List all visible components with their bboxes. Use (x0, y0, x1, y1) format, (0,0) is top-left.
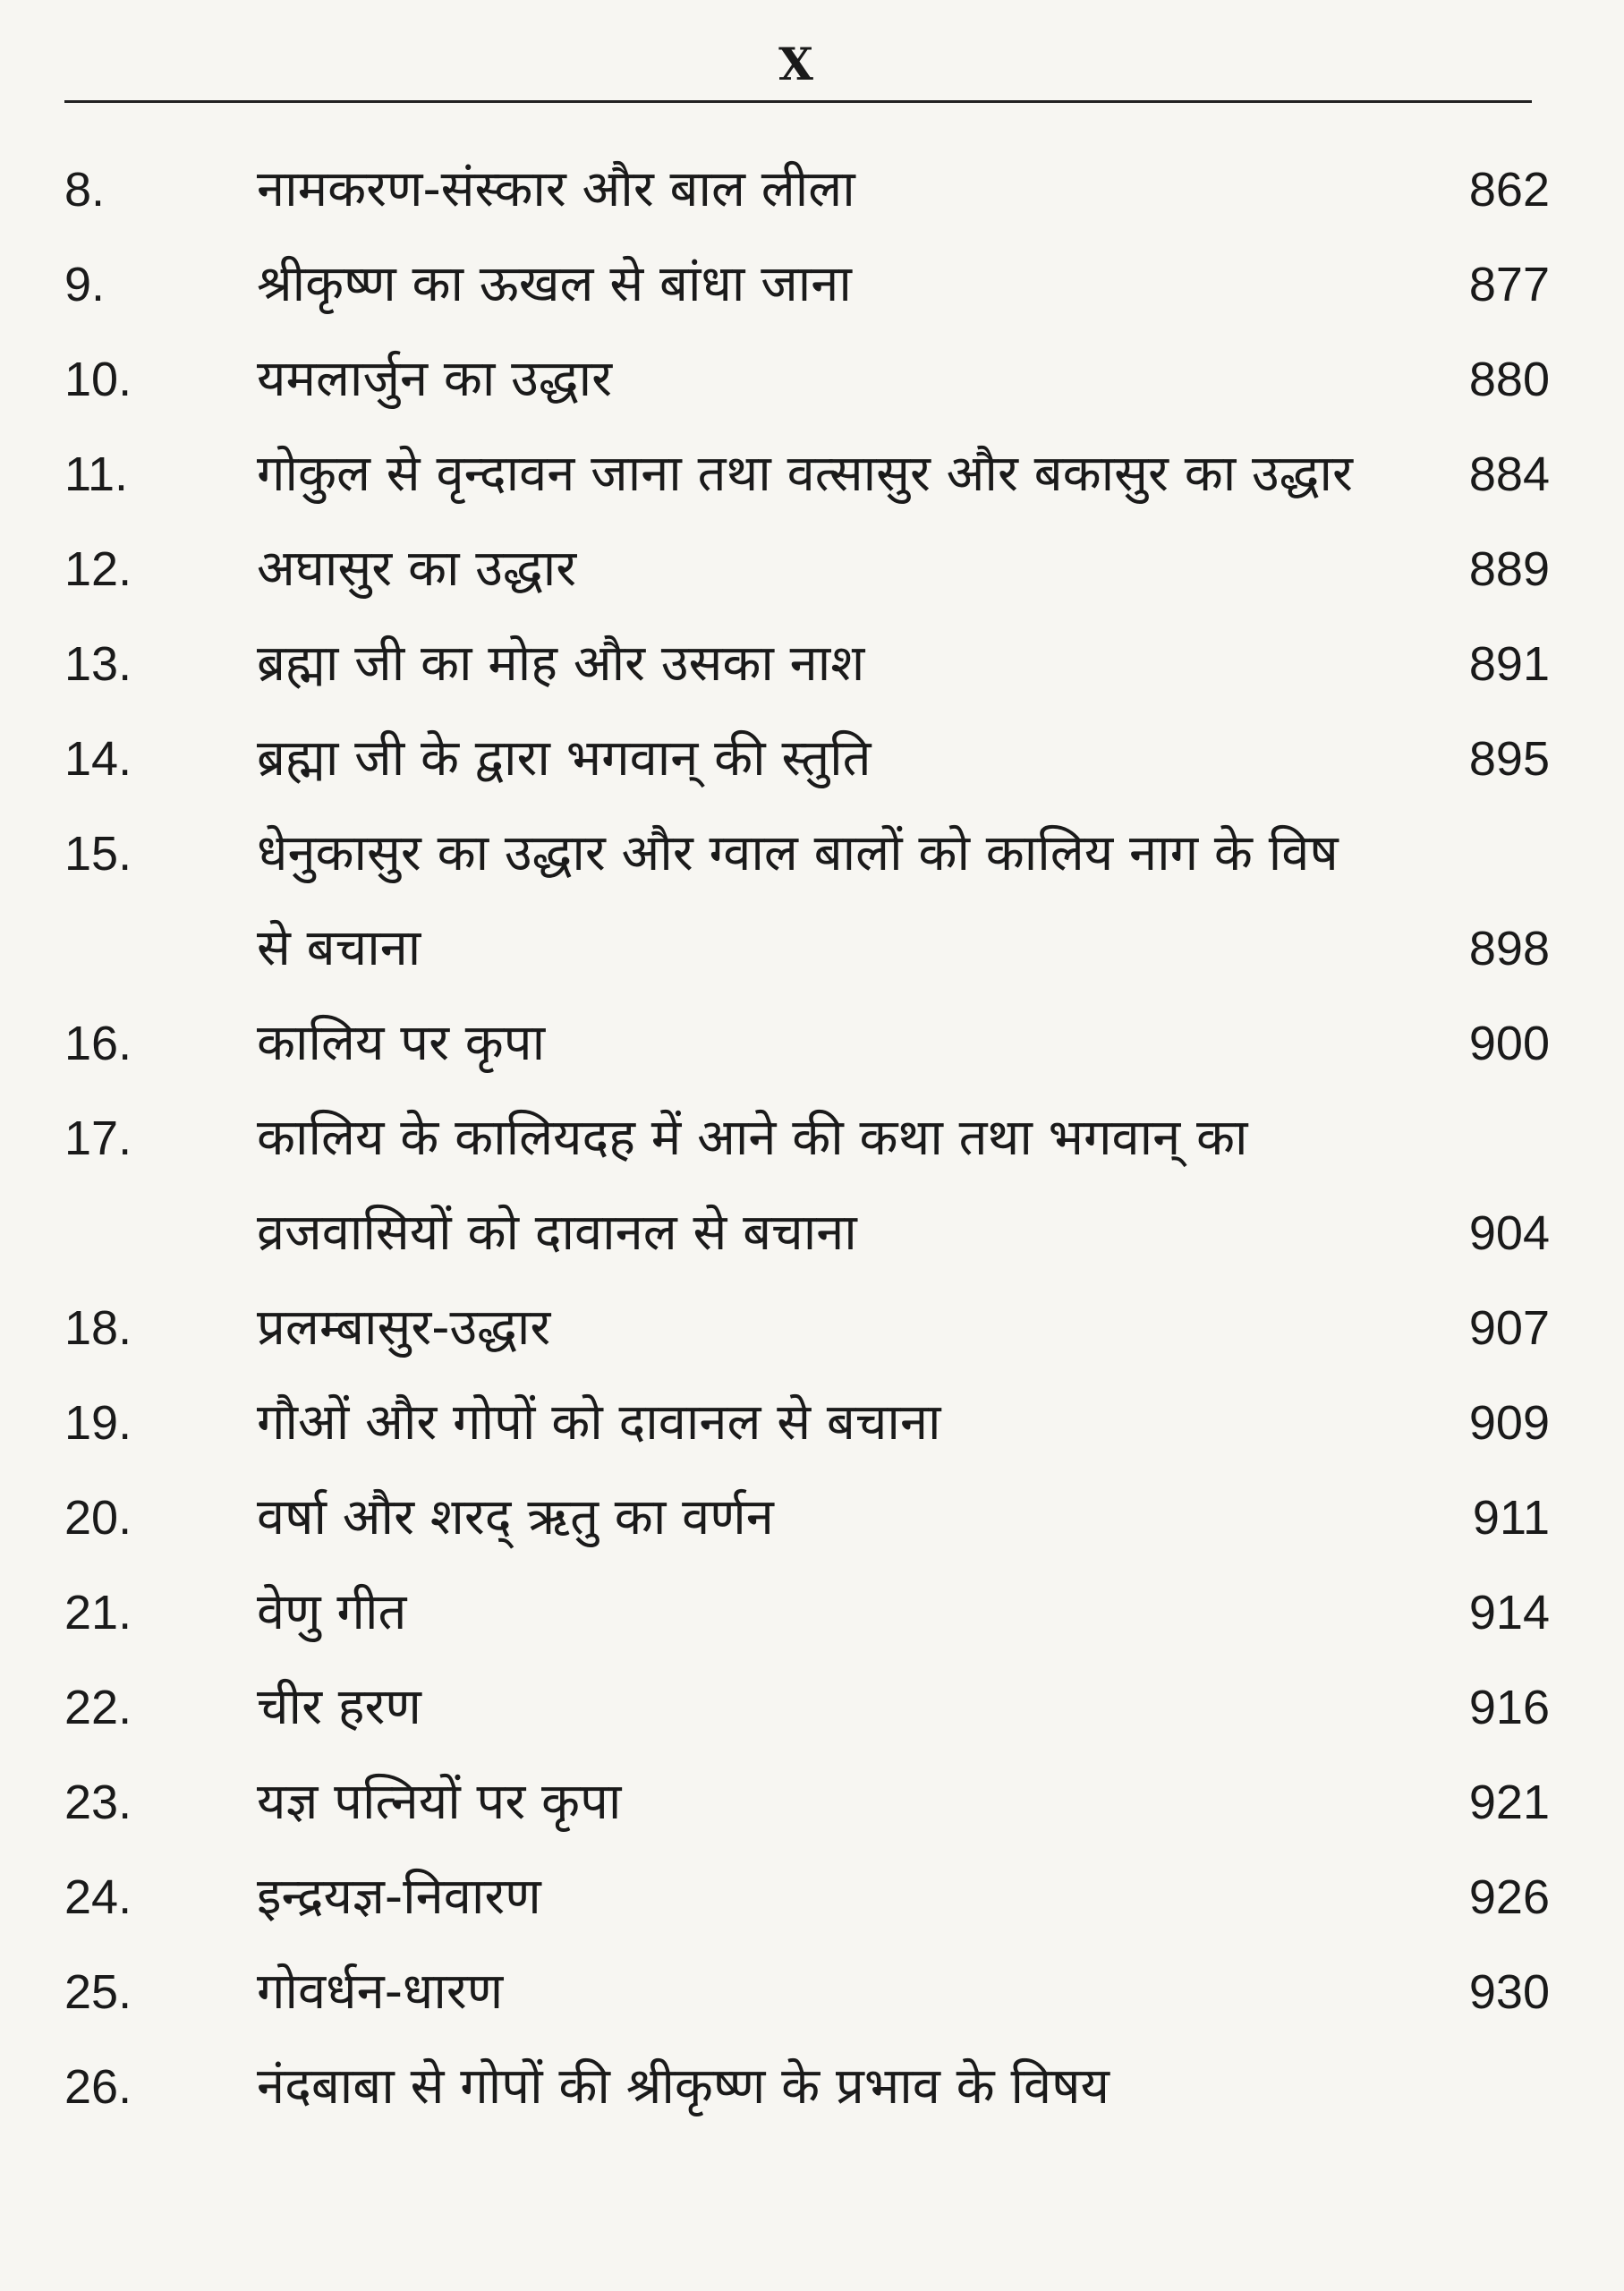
entry-number: 13. (64, 637, 132, 691)
entry-number: 10. (64, 353, 132, 406)
entry-page: 891 (1468, 637, 1550, 691)
entry-title: नामकरण-संस्कार और बाल लीला (257, 160, 855, 218)
entry-title: ब्रह्मा जी का मोह और उसका नाश (257, 634, 865, 693)
entry-title: श्रीकृष्ण का ऊखल से बांधा जाना (257, 255, 852, 313)
toc-entry (64, 1860, 1550, 1935)
entry-title: कालिय के कालियदह में आने की कथा तथा भगवान् का व्रजवासियों को दावानल से बचाना (257, 1109, 1248, 1262)
entry-page: 916 (1468, 1681, 1550, 1734)
toc-entry (64, 1006, 1550, 1081)
toc-entry (64, 2049, 1550, 2125)
entry-title: गोकुल से वृन्दावन जाना तथा वत्सासुर और बकासुर का उद्धार (257, 445, 1353, 503)
entry-page: 880 (1468, 353, 1550, 406)
entry-number: 8. (64, 163, 106, 217)
entry-number: 21. (64, 1586, 132, 1639)
entry-number: 22. (64, 1681, 132, 1734)
toc-entry (64, 1955, 1550, 2030)
entry-number: 23. (64, 1776, 132, 1829)
entry-page: 930 (1468, 1965, 1550, 2019)
entry-page: 862 (1468, 163, 1550, 217)
entry-title: वेणु गीत (257, 1583, 407, 1641)
toc-entry (64, 1670, 1550, 1745)
toc-entry (64, 1765, 1550, 1840)
entry-page: 895 (1468, 732, 1550, 786)
entry-title: अघासुर का उद्धार (257, 540, 577, 598)
entry-title: यमलार्जुन का उद्धार (257, 350, 613, 408)
entry-number: 19. (64, 1396, 132, 1450)
toc-entry (64, 721, 1550, 796)
entry-page: 907 (1468, 1301, 1550, 1355)
entry-page: 904 (1468, 1206, 1550, 1260)
entry-page: 900 (1468, 1017, 1550, 1070)
entry-page: 914 (1468, 1586, 1550, 1639)
entry-title: नंदबाबा से गोपों की श्रीकृष्ण के प्रभाव के विषय (257, 2057, 1110, 2116)
toc-entry (64, 816, 1550, 986)
toc-entry (64, 247, 1550, 322)
entry-number: 14. (64, 732, 132, 786)
entry-page: 889 (1468, 542, 1550, 596)
entry-number: 18. (64, 1301, 132, 1355)
entry-page: 921 (1468, 1776, 1550, 1829)
entry-number: 25. (64, 1965, 132, 2019)
entry-number: 16. (64, 1017, 132, 1070)
header-rule (64, 100, 1532, 103)
entry-page: 884 (1468, 447, 1550, 501)
toc-entry (64, 342, 1550, 417)
table-of-contents (64, 152, 1550, 2144)
entry-number: 17. (64, 1111, 132, 1165)
entry-page: 911 (1472, 1491, 1550, 1545)
toc-entry (64, 626, 1550, 702)
entry-number: 26. (64, 2060, 132, 2114)
entry-title: कालिय पर कृपा (257, 1014, 546, 1072)
entry-number: 20. (64, 1491, 132, 1545)
entry-page: 909 (1468, 1396, 1550, 1450)
toc-entry (64, 1101, 1550, 1271)
entry-page: 877 (1468, 258, 1550, 311)
entry-number: 9. (64, 258, 106, 311)
entry-title: प्रलम्बासुर-उद्धार (257, 1299, 551, 1357)
toc-entry (64, 1290, 1550, 1366)
toc-entry (64, 1385, 1550, 1461)
entry-number: 12. (64, 542, 132, 596)
entry-number: 11. (64, 447, 129, 501)
entry-title: गौओं और गोपों को दावानल से बचाना (257, 1393, 941, 1452)
toc-entry (64, 532, 1550, 607)
entry-number: 15. (64, 827, 132, 881)
toc-entry (64, 437, 1550, 512)
entry-title: चीर हरण (257, 1678, 421, 1736)
entry-page: 898 (1468, 922, 1550, 975)
toc-entry (64, 1575, 1550, 1650)
entry-title: ब्रह्मा जी के द्वारा भगवान् की स्तुति (257, 729, 872, 788)
page-number: X (778, 38, 814, 90)
entry-page: 926 (1468, 1870, 1550, 1924)
entry-title: यज्ञ पत्नियों पर कृपा (257, 1773, 622, 1831)
entry-number: 24. (64, 1870, 132, 1924)
toc-entry (64, 1480, 1550, 1555)
toc-entry (64, 152, 1550, 227)
entry-title: धेनुकासुर का उद्धार और ग्वाल बालों को कालिय नाग के विष से बचाना (257, 824, 1339, 977)
entry-title: वर्षा और शरद् ऋतु का वर्णन (257, 1488, 774, 1546)
entry-title: गोवर्धन-धारण (257, 1963, 504, 2021)
entry-title: इन्द्रयज्ञ-निवारण (257, 1868, 541, 1926)
